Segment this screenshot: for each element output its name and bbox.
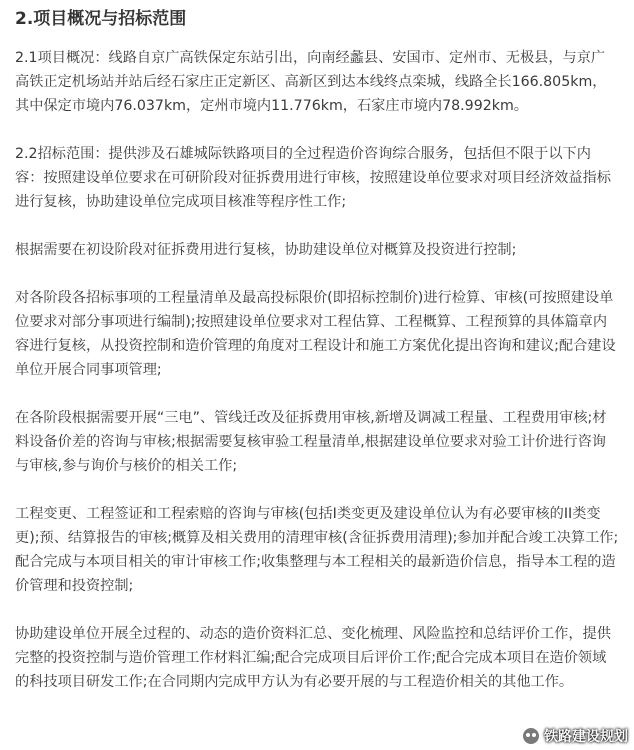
section-title: 2.项目概况与招标范围 bbox=[15, 9, 187, 29]
watermark bbox=[522, 726, 628, 746]
paragraph-preliminary-design: 根据需要在初设阶段对征拆费用进行复核，协助建设单位对概算及投资进行控制; bbox=[15, 242, 517, 258]
paragraph-bidding-scope: 2.2招标范围：提供涉及石雄城际铁路项目的全过程造价咨询综合服务，包括但不限于以下内容：按照建设单位要求在可研阶段对征拆费用进行审核，按照建设单位要求对项目经济效益指标进行复核，协助建设单位完成项目核准等程序性工作; bbox=[15, 146, 611, 210]
article bbox=[15, 6, 619, 694]
paragraph-whole-process: 协助建设单位开展全过程的、动态的造价资料汇总、变化梳理、风险监控和总结评价工作，提供完整的投资控制与造价管理工作材料汇编;配合完成项目后评价工作;配合完成本项目在造价领域的科技项目研发工作;在合同期内完成甲方认为有必要开展的与工程造价相关的其他工作。 bbox=[15, 626, 611, 690]
paragraph-project-overview: 2.1项目概况：线路自京广高铁保定东站引出，向南经蠡县、安国市、定州市、无极县，与京广高铁正定机场站并站后经石家庄正定新区、高新区到达本线终点栾城，线路全长166.805km，其中保定市境内76.037km，定州市境内11.776km，石家庄市境内78.992km。 bbox=[15, 50, 607, 114]
wechat-icon bbox=[522, 727, 540, 745]
paragraph-engineering-changes: 工程变更、工程签证和工程索赔的咨询与审核(包括I类变更及建设单位认为有必要审核的II类变更);预、结算报告的审核;概算及相关费用的清理审核(含征拆费用清理);参加并配合竣工决算工作;配合完成与本项目相关的审计审核工作;收集整理与本工程相关的最新造价信息，指导本工程的造价管理和投资控制; bbox=[15, 506, 619, 594]
paragraph-bill-of-quantities: 对各阶段各招标事项的工程量清单及最高投标限价(即招标控制价)进行检算、审核(可按照建设单位要求对部分事项进行编制);按照建设单位要求对工程估算、工程概算、工程预算的具体篇章内容进行复核，从投资控制和造价管理的角度对工程设计和施工方案优化提出咨询和建议;配合建设单位开展合同事项管理; bbox=[15, 290, 616, 378]
watermark-text: 铁路建设规划 bbox=[544, 729, 628, 745]
paragraph-stage-review: 在各阶段根据需要开展“三电”、管线迁改及征拆费用审核,新增及调减工程量、工程费用审核;材料设备价差的咨询与审核;根据需要复核审验工程量清单,根据建设单位要求对验工计价进行咨询与审核,参与询价与核价的相关工作; bbox=[15, 410, 607, 474]
